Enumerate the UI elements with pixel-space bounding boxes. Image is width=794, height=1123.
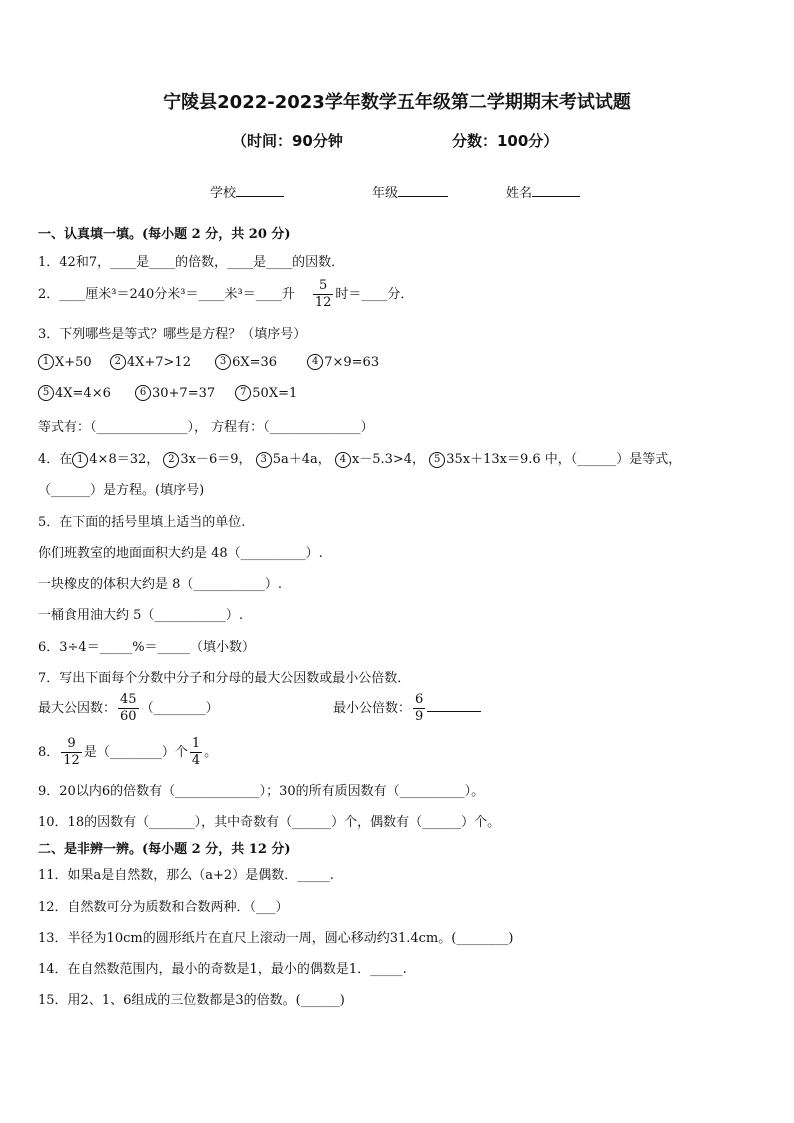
q4-opt-1: 1 4×8＝32， (72, 452, 159, 467)
question-3: 3．下列哪些是等式？哪些是方程？（填序号） (38, 327, 307, 342)
q3-answer-line: 等式有：（______________）， 方程有：（______________） (38, 420, 374, 435)
question-8: 8． $\frac{9}{12}$ 是（________）个 $\frac{1}{4}$ 。 (38, 736, 218, 768)
section-1-heading: 一、认真填一填。(每小题 2 分，共 20 分) (38, 227, 291, 242)
grade-blank (398, 184, 448, 197)
name-field (506, 182, 580, 201)
q3-opt-1: 1 X+50 (38, 355, 92, 370)
name-blank (532, 184, 580, 197)
question-15: 15．用2、1、6组成的三位数都是3的倍数。(______) (38, 993, 345, 1008)
q2-frac-num: 5 (313, 278, 334, 295)
question-1: 1．42和7，____是____的倍数，____是____的因数． (38, 255, 345, 270)
q5-item-c: 一桶食用油大约 5（___________）. (38, 608, 244, 623)
q2-fraction (313, 278, 334, 311)
q3-opt-5: 5 4X=4×6 (38, 386, 111, 401)
q5-item-b: 一块橡皮的体积大约是 8（___________）. (38, 577, 283, 592)
q2-frac-den: 12 (314, 295, 332, 310)
q4-opt-2: 2 3x－6＝9， (163, 452, 251, 467)
question-14: 14．在自然数范围内，最小的奇数是1，最小的偶数是1．_____. (38, 962, 407, 977)
q4-opt-5: 5 35x＋13x＝9.6 中，（______）是等式， (429, 452, 681, 467)
q4-opt-4: 4 x－5.3>4， (335, 452, 425, 467)
page-title: 宁陵县2022-2023学年数学五年级第二学期期末考试试题 (163, 92, 631, 113)
section-2-heading: 二、是非辨一辨。(每小题 2 分，共 12 分) (38, 842, 291, 857)
q3-opt-2: 2 4X+7>12 (110, 355, 191, 370)
question-9: 9．20以内6的倍数有（_____________）；30的所有质因数有（__________）。 (38, 784, 485, 799)
grade-field (372, 182, 448, 201)
q7-lcm-fraction: $\frac{6}{9}$ (415, 692, 424, 724)
question-13: 13．半径为10cm的圆形纸片在直尺上滚动一周，圆心移动约31.4cm。(________) (38, 931, 514, 946)
question-6: 6．3÷4＝_____%＝_____（填小数） (38, 640, 256, 655)
q3-options-row-1 (38, 354, 379, 370)
exam-time: （时间：90分钟 (232, 132, 343, 150)
q7-gcd-blank: （________） (140, 701, 219, 716)
q7-gcd-fraction: $\frac{45}{60}$ (120, 692, 137, 724)
school-blank (236, 184, 284, 197)
name-label: 姓名 (506, 186, 533, 201)
question-5: 5．在下面的括号里填上适当的单位. (38, 515, 246, 530)
q2-text-b: 时＝____分． (335, 287, 414, 302)
q8-fraction-1: $\frac{9}{12}$ (63, 736, 80, 768)
q3-opt-7: 7 50X=1 (235, 386, 297, 401)
q4-opt-3: 3 5a＋4a， (256, 452, 331, 467)
q3-opt-4: 4 7×9=63 (307, 355, 379, 370)
q2-text-a: 2．____厘米³＝240分米³＝____米³＝____升 (38, 287, 295, 302)
grade-label: 年级 (372, 186, 399, 201)
question-4 (38, 448, 681, 468)
question-12: 12．自然数可分为质数和合数两种．（___） (38, 900, 289, 915)
question-2 (38, 278, 413, 311)
school-label: 学校 (210, 186, 237, 201)
q4-prefix: 4．在 (38, 452, 73, 467)
question-10: 10．18的因数有（_______），其中奇数有（______）个，偶数有（______）个。 (38, 815, 501, 830)
q8-fraction-2: $\frac{1}{4}$ (191, 736, 201, 768)
q7-gcd (38, 692, 219, 725)
q7-gcd-label: 最大公因数： (38, 701, 117, 716)
q5-item-a: 你们班教室的地面面积大约是 48（__________）. (38, 546, 323, 561)
q3-opt-3: 3 6X=36 (215, 355, 277, 370)
school-field (210, 182, 284, 201)
question-7: 7．写出下面每个分数中分子和分母的最大公因数或最小公倍数． (38, 671, 411, 686)
q7-lcm-label: 最小公倍数： (333, 701, 412, 716)
q7-lcm-blank (427, 699, 481, 712)
question-4-cont: （______）是方程。(填序号) (38, 483, 205, 498)
q7-lcm (333, 692, 481, 725)
exam-score: 分数：100分） (452, 132, 559, 150)
q3-options-row-2 (38, 385, 297, 401)
question-11: 11．如果a是自然数，那么（a+2）是偶数．_____. (38, 868, 334, 883)
q3-opt-6: 6 30+7=37 (135, 386, 215, 401)
